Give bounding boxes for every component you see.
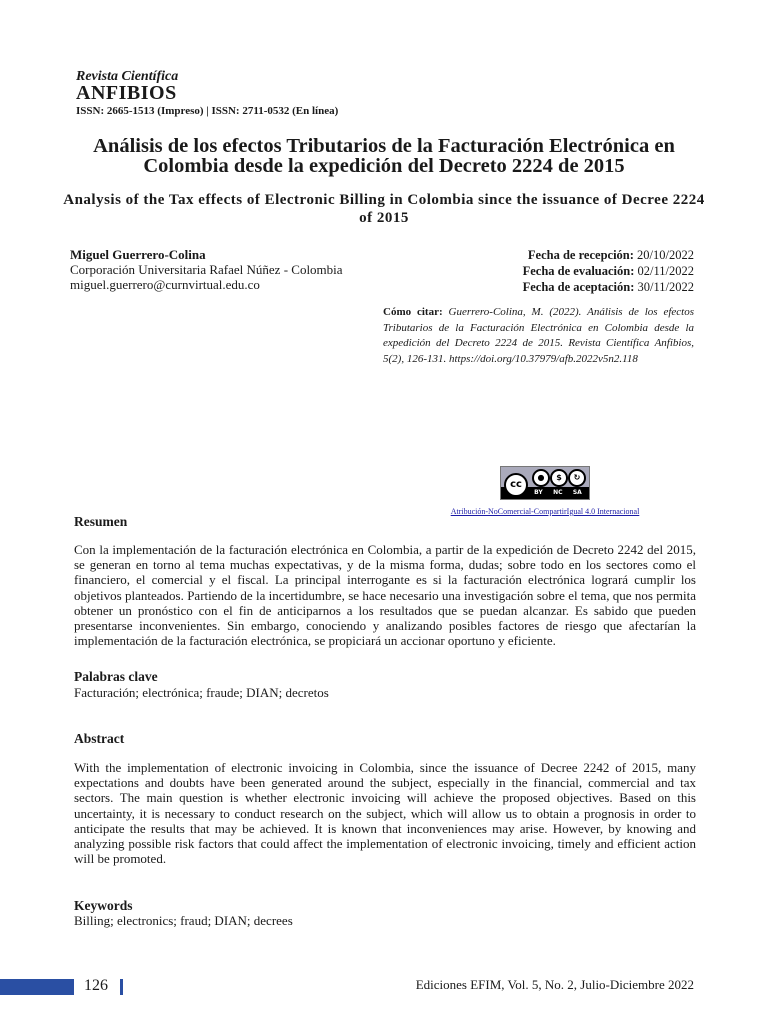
citation-text: Guerrero-Colina, M. (2022). Análisis de los efectos Tributarios de la Facturación Electrónica en Colombia desde la expedición del Decreto 2224 de 2015. Revista Científica Anfibios, 5(2), 126-131. https://doi.org/10.37979/afb.2022v5n2.118 xyxy=(383,306,694,365)
citation-label: Cómo citar: xyxy=(383,306,443,318)
license-link[interactable]: Atribución-NoComercial-CompartirIgual 4.0 Internacional xyxy=(450,507,640,516)
evaluated-label: Fecha de evaluación: xyxy=(522,264,635,278)
author-affiliation: Corporación Universitaria Rafael Núñez - Colombia xyxy=(70,262,343,277)
article-title-english: Analysis of the Tax effects of Electronic Billing in Colombia since the issuance of Decree 2224 of 2015 xyxy=(63,192,705,226)
footer-accent-bar xyxy=(0,979,74,995)
license-block xyxy=(420,466,670,516)
cc-label-by: BY xyxy=(534,489,543,496)
resumen-text: Con la implementación de la facturación electrónica en Colombia, a partir de la expedición de Decreto 2242 del 2015, se generan en torno al tema muchas expectativas, y de la misma forma, dudas; sobre todo en los sectores como el financiero, el comercial y el fiscal. La principal interrogante es si la facturación electrónica logrará cumplir los objetivos planteados. Partiendo de la incertidumbre, se hace necesario una investigación sobre el tema, que nos permita obtener un pronóstico con el fin de anticiparnos a los resultados que se puedan alcanzar. Es sabido que pueden presentarse inconvenientes. Sin embargo, conociendo y analizando posibles factores de riesgo que afectarían la implementación de la facturación electrónica, se propiciará un accionar oportuno y eficiente. xyxy=(74,542,696,649)
article-title-spanish: Análisis de los efectos Tributarios de la Facturación Electrónica en Colombia desde la expedición del Decreto 2224 de 2015 xyxy=(93,135,675,177)
journal-header xyxy=(76,70,476,118)
evaluated-value: 02/11/2022 xyxy=(637,264,694,278)
cc-labels xyxy=(529,487,587,498)
abstract-text: With the implementation of electronic invoicing in Colombia, since the issuance of Decree 2242 of 2015, many expectations and doubts have been generated around the subject, especially in the financial, commercial and tax sectors. The main question is whether electronic invoicing will achieve the proposed objectives. Based on this uncertainty, it is necessary to conduct research on the subject, which will allow us to obtain a prognosis in order to anticipate the results that may be achieved. It is known that inconveniences may arise. However, by knowing and analyzing possible risk factors that could affect the implementation of electronic invoicing, timely and efficient action will be promoted. xyxy=(74,760,696,867)
journal-name: Revista Científica xyxy=(76,69,179,84)
keywords-text: Billing; electronics; fraud; DIAN; decrees xyxy=(74,913,293,928)
page-number: 126 xyxy=(84,977,108,994)
received-date-row xyxy=(420,247,694,263)
cc-license-badge[interactable] xyxy=(500,466,590,500)
accepted-value: 30/11/2022 xyxy=(637,280,694,294)
accepted-date-row xyxy=(420,279,694,295)
author-name: Miguel Guerrero-Colina xyxy=(70,247,206,262)
palabras-clave-heading: Palabras clave xyxy=(74,669,158,684)
author-email: miguel.guerrero@curnvirtual.edu.co xyxy=(70,277,260,292)
journal-title: ANFIBIOS xyxy=(76,82,177,104)
resumen-heading: Resumen xyxy=(74,514,128,529)
cc-label-nc: NC xyxy=(553,489,563,496)
abstract-heading: Abstract xyxy=(74,731,125,746)
issn-line: ISSN: 2665-1513 (Impreso) | ISSN: 2711-0532 (En línea) xyxy=(76,105,339,117)
cc-icon: cc xyxy=(504,473,528,497)
accepted-label: Fecha de aceptación: xyxy=(522,280,635,294)
dates-block xyxy=(420,247,694,295)
noncommercial-icon: $ xyxy=(550,469,568,487)
palabras-clave-text: Facturación; electrónica; fraude; DIAN; decretos xyxy=(74,685,329,700)
sharealike-icon: ↻ xyxy=(568,469,586,487)
received-label: Fecha de recepción: xyxy=(527,248,634,262)
footer-accent-tick xyxy=(120,979,123,995)
evaluated-date-row xyxy=(420,263,694,279)
author-block xyxy=(70,247,390,292)
footer-publication-info: Ediciones EFIM, Vol. 5, No. 2, Julio-Diciembre 2022 xyxy=(415,977,694,992)
received-value: 20/10/2022 xyxy=(637,248,694,262)
citation-block xyxy=(383,305,694,367)
attribution-icon: ● xyxy=(532,469,550,487)
keywords-heading: Keywords xyxy=(74,898,133,913)
cc-label-sa: SA xyxy=(572,489,582,496)
